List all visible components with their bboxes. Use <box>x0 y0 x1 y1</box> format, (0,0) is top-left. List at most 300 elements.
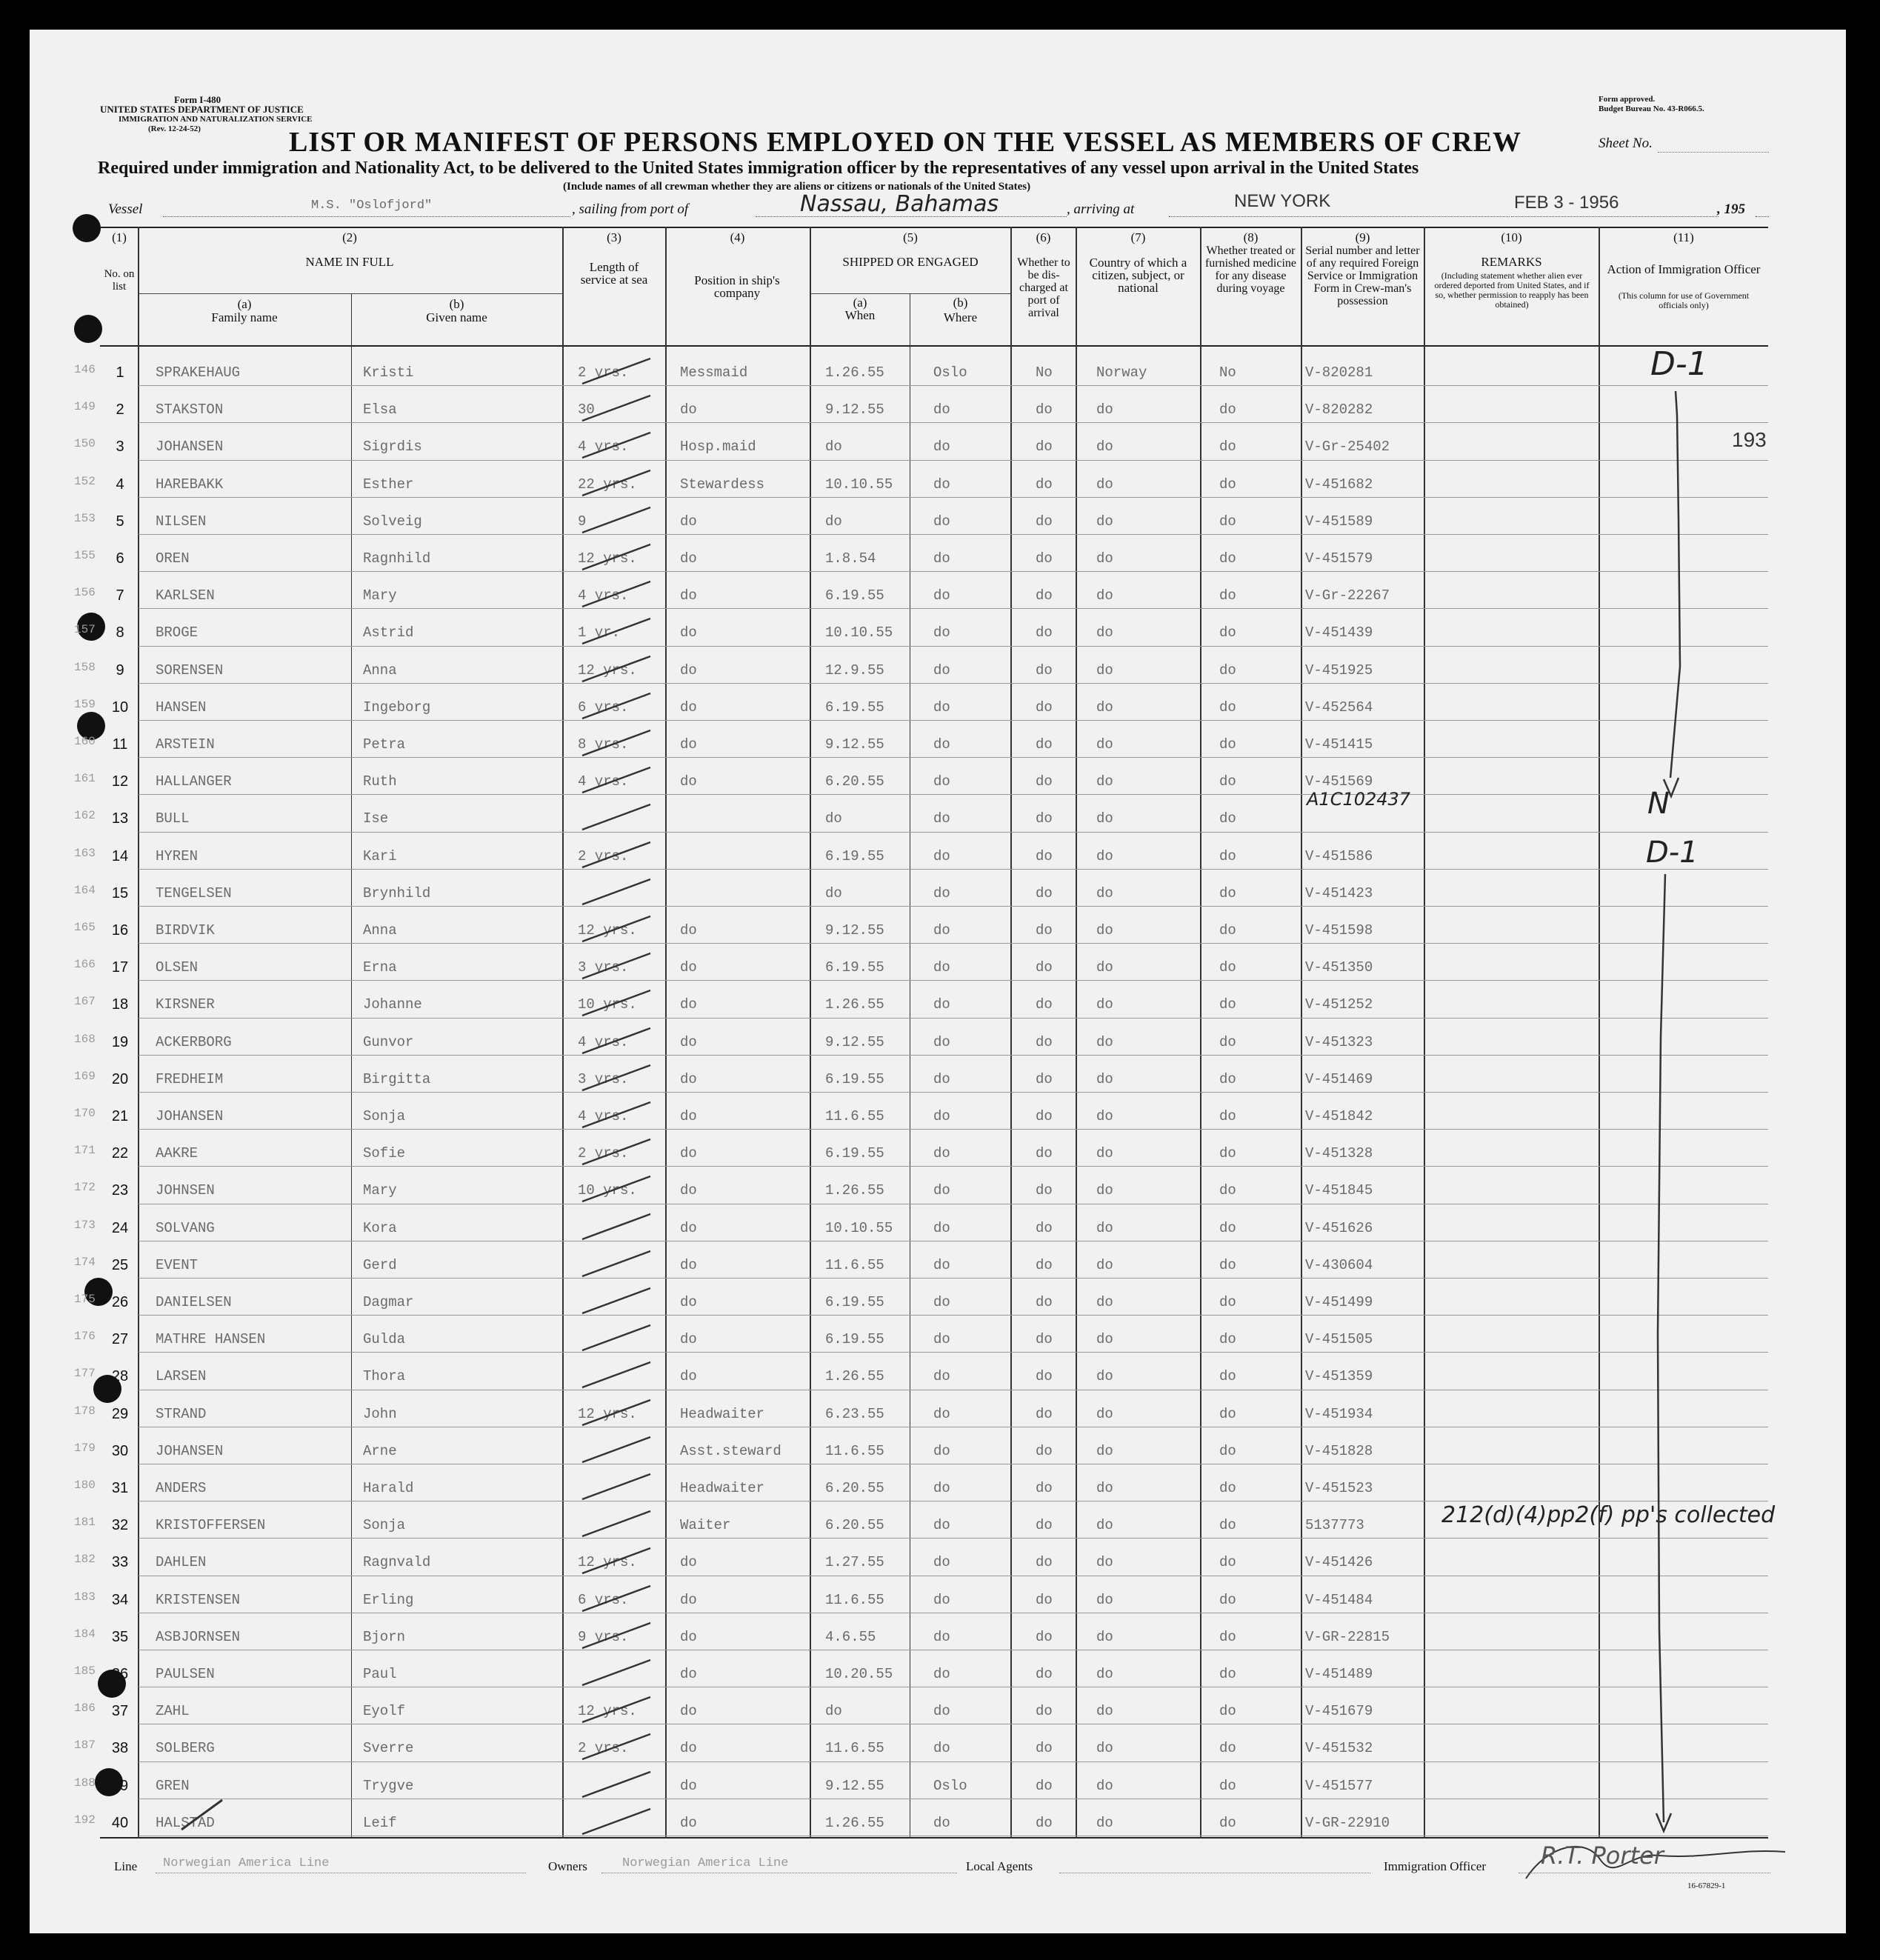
cell-country: do <box>1096 661 1113 679</box>
cell-when: 10.10.55 <box>825 1219 893 1236</box>
cell-discharged: do <box>1036 1814 1053 1831</box>
cell-where: do <box>933 401 950 419</box>
cell-serial: V-Gr-22267 <box>1305 587 1390 604</box>
col4-num: (4) <box>730 230 745 244</box>
cell-treated: do <box>1219 1517 1236 1534</box>
cell-when: 6.20.55 <box>825 773 884 790</box>
cell-discharged: No <box>1036 364 1053 381</box>
cell-when: do <box>825 513 842 530</box>
cell-given: Sigrdis <box>363 439 422 456</box>
margin-number: 186 <box>74 1701 96 1716</box>
cell-treated: do <box>1219 1070 1236 1087</box>
cell-family: EVENT <box>156 1256 199 1273</box>
cell-where: do <box>933 439 950 456</box>
cell-length: 22 yrs. <box>578 476 637 493</box>
cell-given: Johanne <box>363 996 422 1013</box>
cell-treated: do <box>1219 736 1236 753</box>
cell-family: KRISTENSEN <box>156 1591 241 1608</box>
cell-discharged: do <box>1036 1405 1053 1422</box>
cell-length: 2 yrs. <box>578 1145 629 1162</box>
cell-country: Norway <box>1096 364 1147 381</box>
cell-position: do <box>680 773 697 790</box>
col2-header: NAME IN FULL <box>305 255 394 269</box>
cell-treated: do <box>1219 884 1236 901</box>
row-number: 37 <box>111 1703 129 1720</box>
cell-position: do <box>680 401 697 419</box>
cell-treated: do <box>1219 1256 1236 1273</box>
cell-country: do <box>1096 1480 1113 1496</box>
cell-where: do <box>933 476 950 493</box>
cell-family: NILSEN <box>156 513 207 530</box>
margin-number: 167 <box>74 995 96 1009</box>
cell-country: do <box>1096 513 1113 530</box>
col3-num: (3) <box>607 230 621 244</box>
cell-when: 9.12.55 <box>825 1777 884 1794</box>
arriving-label: , arriving at <box>1067 201 1135 217</box>
col10-num: (10) <box>1501 230 1522 244</box>
cell-length: 12 yrs. <box>578 1405 637 1422</box>
margin-number: 171 <box>74 1144 96 1158</box>
cell-serial: V-451423 <box>1305 884 1373 901</box>
cell-discharged: do <box>1036 1591 1053 1608</box>
cell-position: do <box>680 661 697 679</box>
cell-where: do <box>933 587 950 604</box>
local-agents-label: Local Agents <box>966 1859 1033 1873</box>
row-number: 35 <box>111 1628 129 1645</box>
cell-when: 9.12.55 <box>825 401 884 419</box>
cell-family: JOHANSEN <box>156 1442 224 1459</box>
cell-treated: do <box>1219 587 1236 604</box>
cell-family: ARSTEIN <box>156 736 215 753</box>
cell-position: do <box>680 1294 697 1310</box>
cell-country: do <box>1096 959 1113 976</box>
col2b-num: (b) <box>449 297 464 311</box>
row-number: 12 <box>111 773 129 790</box>
cell-treated: do <box>1219 1294 1236 1310</box>
cell-when: 11.6.55 <box>825 1740 884 1757</box>
cell-serial: V-Gr-25402 <box>1305 439 1390 456</box>
cell-when: 6.19.55 <box>825 847 884 864</box>
cell-discharged: do <box>1036 1480 1053 1496</box>
cell-when: 1.26.55 <box>825 364 884 381</box>
cell-treated: do <box>1219 513 1236 530</box>
row-number: 3 <box>116 439 124 456</box>
page-title: LIST OR MANIFEST OF PERSONS EMPLOYED ON THE VESSEL AS MEMBERS OF CREW <box>289 127 1521 158</box>
cell-country: do <box>1096 624 1113 641</box>
margin-number: 181 <box>74 1516 96 1530</box>
cell-where: do <box>933 1368 950 1385</box>
col8-header: Whether treated or furnished medicine for any disease during voyage <box>1204 244 1297 295</box>
cell-country: do <box>1096 1666 1113 1682</box>
cell-treated: do <box>1219 439 1236 456</box>
cell-country: do <box>1096 1554 1113 1571</box>
cell-length: 4 yrs. <box>578 587 629 604</box>
page-number: 193 <box>1732 428 1767 451</box>
cell-treated: do <box>1219 847 1236 864</box>
margin-number: 166 <box>74 958 96 972</box>
row-number: 16 <box>111 922 129 939</box>
cell-given: Kora <box>363 1219 397 1236</box>
cell-family: DAHLEN <box>156 1554 207 1571</box>
margin-number: 179 <box>74 1441 96 1455</box>
cell-length: 2 yrs. <box>578 847 629 864</box>
cell-position: Stewardess <box>680 476 765 493</box>
cell-position: do <box>680 996 697 1013</box>
cell-discharged: do <box>1036 1070 1053 1087</box>
cell-when: 6.19.55 <box>825 699 884 716</box>
cell-where: do <box>933 996 950 1013</box>
cell-country: do <box>1096 1591 1113 1608</box>
subtitle: Required under immigration and Nationality Act, to be delivered to the United States immigration officer by the representatives of any vessel upon arrival in the United States <box>98 159 1419 178</box>
cell-treated: do <box>1219 1628 1236 1645</box>
col10-note: (Including statement whether alien ever ordered deported from United States, and if so, whether permission to reapply has been obtained) <box>1434 270 1590 310</box>
cell-given: Erna <box>363 959 397 976</box>
cell-when: 1.8.54 <box>825 550 876 567</box>
cell-position: Headwaiter <box>680 1480 765 1496</box>
margin-number: 149 <box>74 400 96 414</box>
cell-length: 12 yrs. <box>578 661 637 679</box>
cell-discharged: do <box>1036 922 1053 939</box>
cell-treated: do <box>1219 922 1236 939</box>
margin-number: 159 <box>74 697 96 711</box>
col2a-header: Family name <box>211 310 278 324</box>
cell-country: do <box>1096 1442 1113 1459</box>
margin-number: 164 <box>74 883 96 897</box>
cell-country: do <box>1096 439 1113 456</box>
cell-position: Waiter <box>680 1517 731 1534</box>
cell-treated: No <box>1219 364 1236 381</box>
margin-number: 146 <box>74 363 96 376</box>
cell-when: 10.10.55 <box>825 624 893 641</box>
margin-number: 150 <box>74 437 96 451</box>
cell-serial: V-430604 <box>1305 1256 1373 1273</box>
row-number: 32 <box>111 1517 129 1534</box>
cell-position: do <box>680 959 697 976</box>
cell-treated: do <box>1219 810 1236 827</box>
cell-serial: V-GR-22910 <box>1305 1814 1390 1831</box>
cell-treated: do <box>1219 959 1236 976</box>
cell-position: do <box>680 1703 697 1720</box>
col6-num: (6) <box>1036 230 1051 244</box>
cell-where: do <box>933 550 950 567</box>
cell-treated: do <box>1219 699 1236 716</box>
cell-discharged: do <box>1036 513 1053 530</box>
cell-country: do <box>1096 847 1113 864</box>
cell-where: do <box>933 1033 950 1050</box>
row-number: 7 <box>116 587 124 604</box>
col5a-header: When <box>844 308 876 322</box>
cell-serial: V-451626 <box>1305 1219 1373 1236</box>
cell-position: do <box>680 1814 697 1831</box>
cell-where: do <box>933 736 950 753</box>
cell-when: 6.19.55 <box>825 1145 884 1162</box>
cell-family: SOLVANG <box>156 1219 215 1236</box>
cell-family: LARSEN <box>156 1368 207 1385</box>
cell-where: do <box>933 1256 950 1273</box>
cell-when: do <box>825 439 842 456</box>
cell-when: do <box>825 884 842 901</box>
col5b-header: Where <box>943 310 978 324</box>
cell-family: ZAHL <box>156 1703 190 1720</box>
cell-position: do <box>680 1033 697 1050</box>
cell-country: do <box>1096 810 1113 827</box>
cell-given: Birgitta <box>363 1070 431 1087</box>
col5b-num: (b) <box>953 296 968 310</box>
cell-when: 11.6.55 <box>825 1591 884 1608</box>
cell-position: do <box>680 624 697 641</box>
cell-family: HAREBAKK <box>156 476 224 493</box>
cell-given: Astrid <box>363 624 414 641</box>
cell-where: do <box>933 810 950 827</box>
cell-serial: V-451842 <box>1305 1108 1373 1124</box>
row-number: 4 <box>116 476 124 493</box>
margin-number: 162 <box>74 809 96 823</box>
row-number: 1 <box>116 364 124 381</box>
cell-where: do <box>933 1740 950 1757</box>
margin-number: 163 <box>74 846 96 860</box>
cell-treated: do <box>1219 1331 1236 1348</box>
cell-family: GREN <box>156 1777 190 1794</box>
cell-length: 4 yrs. <box>578 439 629 456</box>
cell-discharged: do <box>1036 773 1053 790</box>
cell-when: 12.9.55 <box>825 661 884 679</box>
cell-position: Headwaiter <box>680 1405 765 1422</box>
row-number: 19 <box>111 1033 129 1050</box>
cell-when: 6.19.55 <box>825 587 884 604</box>
cell-when: 6.19.55 <box>825 1070 884 1087</box>
cell-length: 3 yrs. <box>578 959 629 976</box>
row-number: 14 <box>111 847 129 864</box>
cell-given: Sonja <box>363 1108 406 1124</box>
cell-treated: do <box>1219 1480 1236 1496</box>
cell-country: do <box>1096 1777 1113 1794</box>
cell-treated: do <box>1219 996 1236 1013</box>
row-number: 24 <box>111 1219 129 1236</box>
cell-discharged: do <box>1036 1666 1053 1682</box>
cell-given: Anna <box>363 922 397 939</box>
margin-number: 165 <box>74 921 96 934</box>
cell-treated: do <box>1219 773 1236 790</box>
cell-length: 9 yrs. <box>578 1628 629 1645</box>
cell-discharged: do <box>1036 401 1053 419</box>
cell-given: Anna <box>363 661 397 679</box>
cell-treated: do <box>1219 1740 1236 1757</box>
margin-number: 169 <box>74 1069 96 1083</box>
cell-treated: do <box>1219 1108 1236 1124</box>
cell-position: do <box>680 550 697 567</box>
cell-length: 6 yrs. <box>578 1591 629 1608</box>
cell-where: do <box>933 1219 950 1236</box>
cell-treated: do <box>1219 550 1236 567</box>
cell-treated: do <box>1219 624 1236 641</box>
line-value: Norwegian America Line <box>163 1856 330 1870</box>
serial-correction-row-12: A1C102437 <box>1307 789 1411 810</box>
col3-header: Length of service at sea <box>580 260 648 287</box>
cell-serial: V-451484 <box>1305 1591 1373 1608</box>
margin-number: 192 <box>74 1813 96 1827</box>
cell-country: do <box>1096 1033 1113 1050</box>
cell-family: DANIELSEN <box>156 1294 232 1310</box>
cell-where: do <box>933 1442 950 1459</box>
cell-family: SPRAKEHAUG <box>156 364 241 381</box>
margin-number: 155 <box>74 549 96 562</box>
cell-treated: do <box>1219 1368 1236 1385</box>
cell-given: Gunvor <box>363 1033 414 1050</box>
cell-discharged: do <box>1036 624 1053 641</box>
bracket-line-14-40 <box>1658 874 1665 1822</box>
cell-when: 6.19.55 <box>825 1331 884 1348</box>
vessel-label: Vessel <box>108 201 143 217</box>
cell-country: do <box>1096 401 1113 419</box>
cell-where: do <box>933 959 950 976</box>
cell-family: ACKERBORG <box>156 1033 232 1050</box>
cell-discharged: do <box>1036 476 1053 493</box>
margin-number: 160 <box>74 735 96 748</box>
action-row-14: D-1 <box>1646 836 1699 870</box>
cell-discharged: do <box>1036 884 1053 901</box>
cell-when: 6.19.55 <box>825 1294 884 1310</box>
cell-country: do <box>1096 1108 1113 1124</box>
cell-family: JOHANSEN <box>156 439 224 456</box>
cell-when: 10.20.55 <box>825 1666 893 1682</box>
cell-given: Ise <box>363 810 389 827</box>
cell-position: do <box>680 922 697 939</box>
cell-discharged: do <box>1036 736 1053 753</box>
cell-discharged: do <box>1036 1554 1053 1571</box>
margin-number: 173 <box>74 1218 96 1232</box>
cell-position: do <box>680 513 697 530</box>
cell-serial: V-820282 <box>1305 401 1373 419</box>
cell-family: PAULSEN <box>156 1666 215 1682</box>
col1-header: No. on list <box>104 268 135 293</box>
cell-serial: V-451682 <box>1305 476 1373 493</box>
cell-given: Dagmar <box>363 1294 414 1310</box>
cell-given: Sofie <box>363 1145 406 1162</box>
remark-row-32: 212(d)(4)pp2(f) pp's collected <box>1441 1502 1776 1528</box>
cell-position: do <box>680 1628 697 1645</box>
cell-given: Elsa <box>363 401 397 419</box>
row-number: 5 <box>116 513 124 530</box>
row-number: 22 <box>111 1145 129 1162</box>
cell-treated: do <box>1219 401 1236 419</box>
officer-signature: R.T. Porter <box>1541 1841 1664 1870</box>
cell-length: 30 <box>578 401 595 419</box>
cell-country: do <box>1096 773 1113 790</box>
cell-family: HANSEN <box>156 699 207 716</box>
cell-given: Brynhild <box>363 884 431 901</box>
margin-number: 161 <box>74 772 96 786</box>
cell-given: John <box>363 1405 397 1422</box>
cell-family: BROGE <box>156 624 199 641</box>
row-number: 2 <box>116 401 124 419</box>
cell-length: 9 <box>578 513 587 530</box>
cell-treated: do <box>1219 1591 1236 1608</box>
immigration-officer-label: Immigration Officer <box>1384 1859 1487 1873</box>
margin-number: 188 <box>74 1776 96 1790</box>
cell-country: do <box>1096 1070 1113 1087</box>
row-number: 6 <box>116 550 124 567</box>
cell-country: do <box>1096 1368 1113 1385</box>
cell-where: do <box>933 1145 950 1162</box>
cell-discharged: do <box>1036 661 1053 679</box>
row-number: 28 <box>111 1368 129 1385</box>
cell-serial: V-451598 <box>1305 922 1373 939</box>
cell-when: 6.23.55 <box>825 1405 884 1422</box>
cell-family: BULL <box>156 810 190 827</box>
cell-treated: do <box>1219 1703 1236 1720</box>
cell-discharged: do <box>1036 810 1053 827</box>
cell-serial: V-451679 <box>1305 1703 1373 1720</box>
cell-family: JOHNSEN <box>156 1182 215 1199</box>
cell-family: STAKSTON <box>156 401 224 419</box>
cell-given: Mary <box>363 1182 397 1199</box>
cell-when: 1.26.55 <box>825 1182 884 1199</box>
cell-where: do <box>933 1591 950 1608</box>
cell-given: Trygve <box>363 1777 414 1794</box>
col11-header: Action of Immigration Officer <box>1607 262 1761 276</box>
cell-where: Oslo <box>933 1777 967 1794</box>
cell-position: do <box>680 1591 697 1608</box>
cell-where: do <box>933 1108 950 1124</box>
margin-number: 178 <box>74 1404 96 1418</box>
cell-country: do <box>1096 1703 1113 1720</box>
cell-where: do <box>933 699 950 716</box>
cell-given: Harald <box>363 1480 414 1496</box>
margin-number: 175 <box>74 1293 96 1306</box>
cell-country: do <box>1096 1814 1113 1831</box>
cell-country: do <box>1096 1294 1113 1310</box>
pen-tick <box>181 1800 222 1830</box>
cell-country: do <box>1096 1331 1113 1348</box>
cell-treated: do <box>1219 1442 1236 1459</box>
arriving-port: NEW YORK <box>1234 191 1331 211</box>
row-number: 15 <box>111 884 129 901</box>
cell-family: TENGELSEN <box>156 884 232 901</box>
col11-num: (11) <box>1673 230 1694 244</box>
cell-family: HYREN <box>156 847 199 864</box>
cell-treated: do <box>1219 661 1236 679</box>
arrival-date: FEB 3 - 1956 <box>1514 193 1619 213</box>
cell-position: do <box>680 1256 697 1273</box>
cell-discharged: do <box>1036 439 1053 456</box>
vessel-name: M.S. "Oslofjord" <box>311 199 433 213</box>
cell-given: Thora <box>363 1368 406 1385</box>
owners-value: Norwegian America Line <box>622 1856 789 1870</box>
cell-discharged: do <box>1036 550 1053 567</box>
col2-num: (2) <box>342 230 357 244</box>
cell-length: 2 yrs. <box>578 1740 629 1757</box>
cell-position: do <box>680 1219 697 1236</box>
cell-where: do <box>933 847 950 864</box>
row-number: 30 <box>111 1442 129 1459</box>
cell-family: AAKRE <box>156 1145 199 1162</box>
cell-where: do <box>933 922 950 939</box>
cell-serial: V-451828 <box>1305 1442 1373 1459</box>
cell-serial: V-451439 <box>1305 624 1373 641</box>
year-suffix: , 195 <box>1717 201 1745 217</box>
cell-when: 1.27.55 <box>825 1554 884 1571</box>
cell-when: 1.26.55 <box>825 1368 884 1385</box>
col4-header: Position in ship's company <box>694 273 780 300</box>
cell-when: 11.6.55 <box>825 1108 884 1124</box>
col9-header: Serial number and letter of any required Foreign Service or Immigration Form in Crew-man's possession <box>1305 244 1420 307</box>
cell-given: Petra <box>363 736 406 753</box>
cell-when: 9.12.55 <box>825 922 884 939</box>
cell-serial: V-451499 <box>1305 1294 1373 1310</box>
cell-serial: V-451532 <box>1305 1740 1373 1757</box>
cell-position: Messmaid <box>680 364 748 381</box>
cell-treated: do <box>1219 1033 1236 1050</box>
